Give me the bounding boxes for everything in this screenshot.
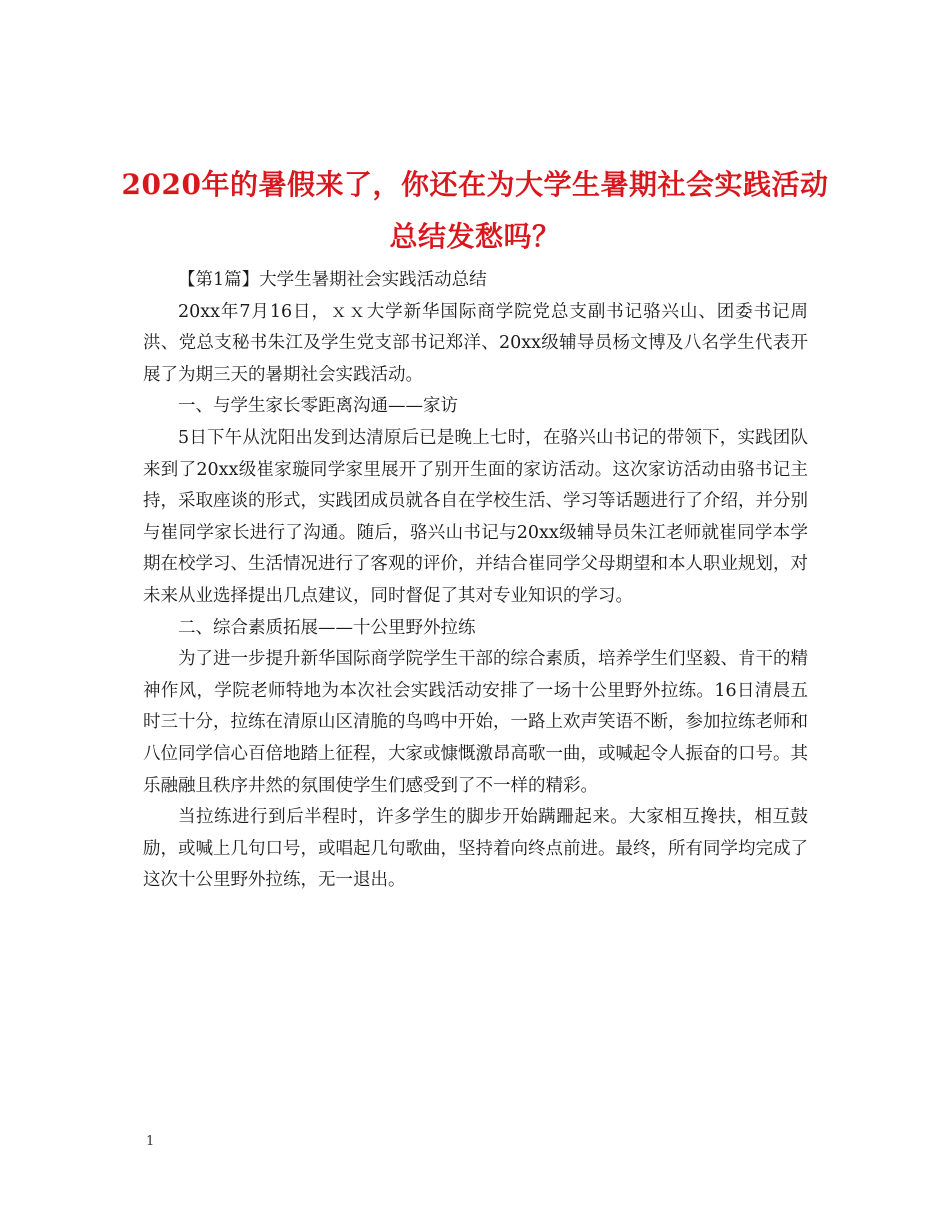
- paragraph: 为了进一步提升新华国际商学院学生干部的综合素质，培养学生们坚毅、肯干的精神作风，学院老师特地为本次社会实践活动安排了一场十公里野外拉练。16日清晨五时三十分，拉练在清原山区清脆的鸟鸣中开始，一路上欢声笑语不断，参加拉练老师和八位同学信心百倍地踏上征程，大家或慷慨激昂高歌一曲，或喊起令人振奋的口号。其乐融融且秩序井然的氛围使学生们感受到了不一样的精彩。: [143, 649, 808, 796]
- document-title: 2020年的暑假来了，你还在为大学生暑期社会实践活动总结发愁吗？: [121, 167, 829, 253]
- page-number: 1: [146, 1134, 155, 1149]
- subsection-heading: 二、综合素质拓展——十公里野外拉练: [178, 617, 476, 638]
- paragraph: 当拉练进行到后半程时，许多学生的脚步开始蹒跚起来。大家相互搀扶，相互鼓励，或喊上几句口号，或唱起几句歌曲，坚持着向终点前进。最终，所有同学均完成了这次十公里野外拉练，无一退出。: [143, 807, 808, 891]
- paragraph: 20xx年7月16日，ｘｘ大学新华国际商学院党总支副书记骆兴山、团委书记周洪、党总支秘书朱江及学生党支部书记郑洋、20xx级辅导员杨文博及八名学生代表开展了为期三天的暑期社会实践活动。: [143, 301, 808, 385]
- subsection-heading: 一、与学生家长零距离沟通——家访: [178, 396, 458, 417]
- section-heading: 【第1篇】大学生暑期社会实践活动总结: [178, 270, 487, 290]
- document-body: [143, 265, 808, 897]
- paragraph: 5日下午从沈阳出发到达清原后已是晚上七时，在骆兴山书记的带领下，实践团队来到了20xx级崔家璇同学家里展开了别开生面的家访活动。这次家访活动由骆书记主持，采取座谈的形式，实践团成员就各自在学校生活、学习等话题进行了介绍，并分别与崔同学家长进行了沟通。随后，骆兴山书记与20xx级辅导员朱江老师就崔同学本学期在校学习、生活情况进行了客观的评价，并结合崔同学父母期望和本人职业规划，对未来从业选择提出几点建议，同时督促了其对专业知识的学习。: [143, 427, 808, 606]
